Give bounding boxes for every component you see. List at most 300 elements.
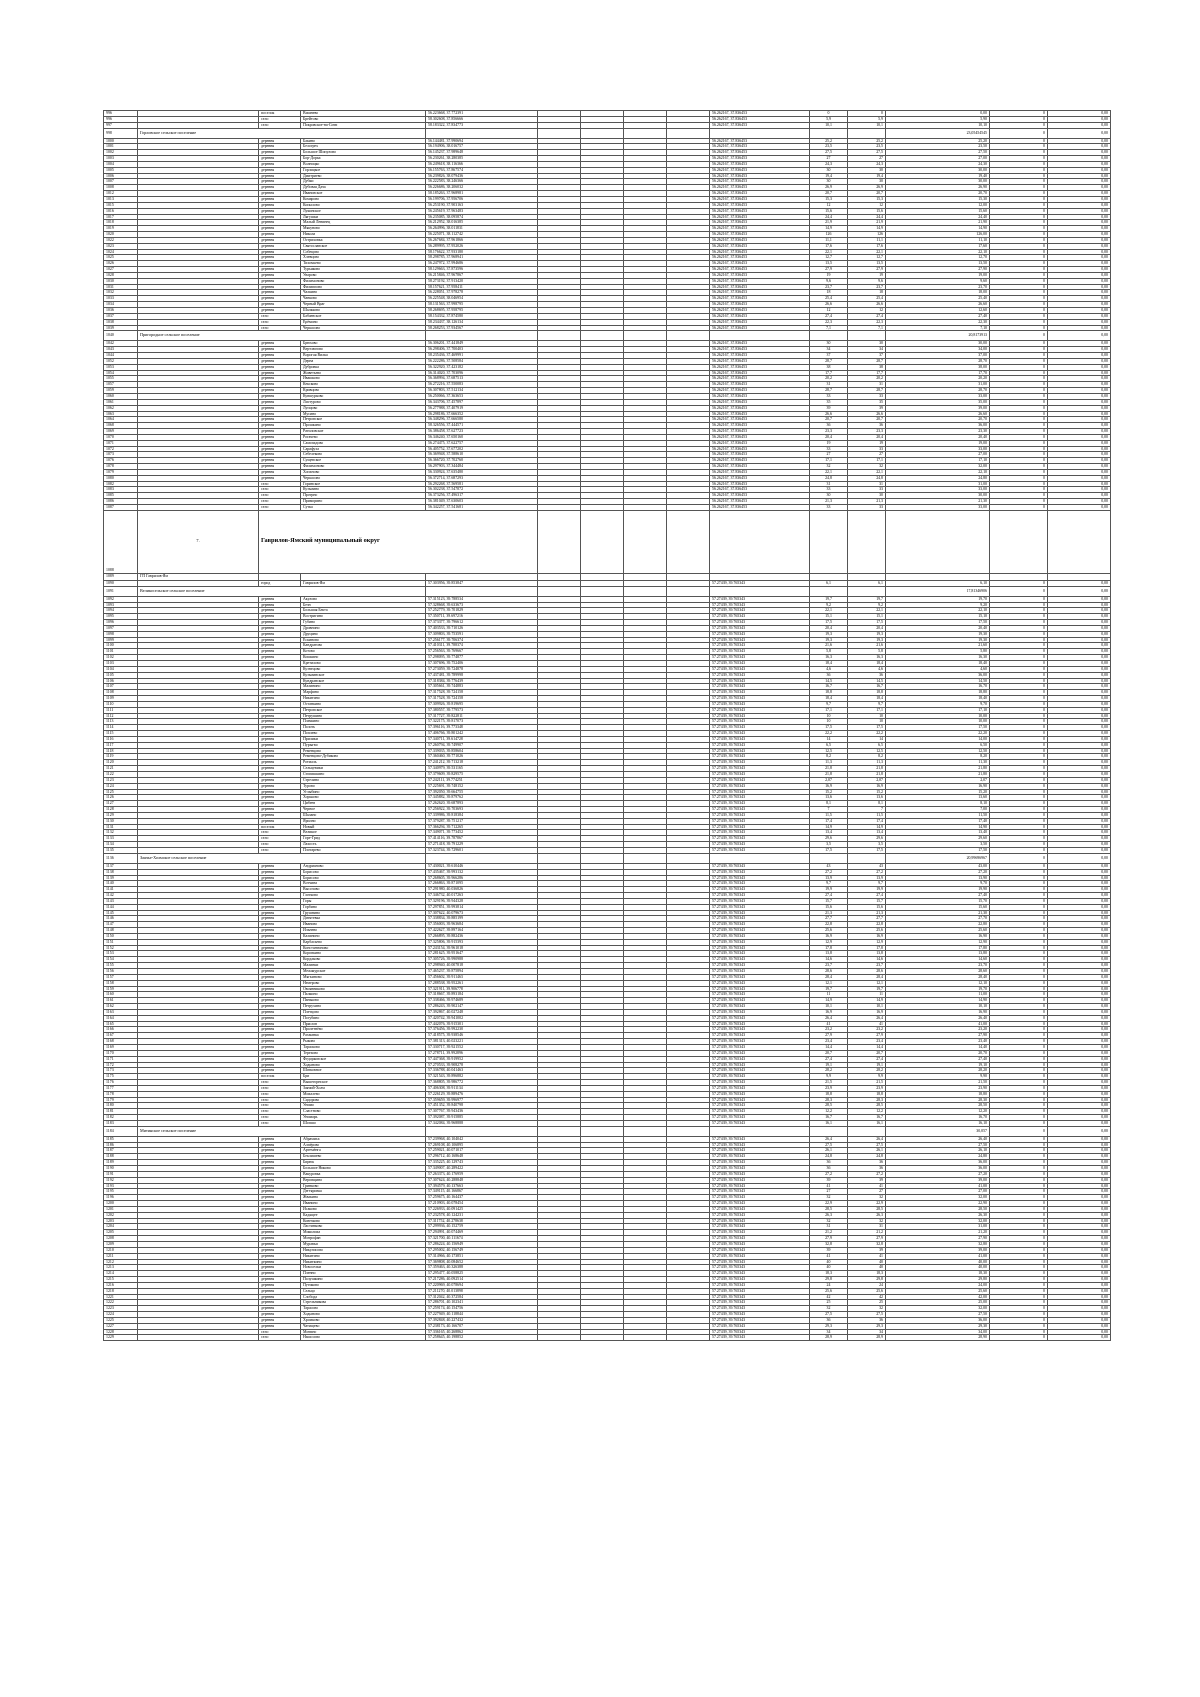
settlement-coords: 57.259174, 40.154756: [426, 1306, 538, 1312]
settlement-name: Полоть: [301, 725, 426, 731]
distance-decimal: 17,10: [886, 707, 990, 713]
reference-coords: 57.27439, 39.765343: [710, 945, 810, 951]
settlement-name: Большое Никово: [301, 1166, 426, 1172]
distance-value: 15,6: [810, 208, 848, 214]
distance-decimal: 24,40: [886, 214, 990, 220]
distance-value: 10: [810, 719, 848, 725]
settlement-type: деревня: [259, 161, 301, 167]
zero-value: 0: [990, 411, 1048, 417]
settlement-type: деревня: [259, 464, 301, 470]
zero-value: 0: [990, 214, 1048, 220]
reference-coords: 57.27439, 39.765343: [710, 760, 810, 766]
reference-coords: 56.262167, 37.836453: [710, 364, 810, 370]
distance-decimal: 14,90: [886, 998, 990, 1004]
reference-coords: 57.27439, 39.765343: [710, 1224, 810, 1230]
reference-coords: 57.27439, 39.765343: [710, 1021, 810, 1027]
settlement-type: деревня: [259, 696, 301, 702]
zero-value: 0: [990, 992, 1048, 998]
zero-decimal: 0,00: [1048, 772, 1111, 778]
settlement-type: деревня: [259, 1056, 301, 1062]
settlement-name: Ременцово: [301, 748, 426, 754]
distance-decimal: 2,07: [886, 777, 990, 783]
zero-value: 0: [990, 655, 1048, 661]
distance-value: 23,5: [810, 144, 848, 150]
distance-decimal: 26,40: [886, 1015, 990, 1021]
empty-cell: [581, 853, 624, 863]
settlement-name: Кувшурково: [301, 393, 426, 399]
zero-value: 0: [990, 910, 1048, 916]
row-number: 1119: [104, 754, 138, 760]
distance-decimal: 11,00: [886, 992, 990, 998]
zero-value: 0: [990, 284, 1048, 290]
settlement-coords: 56.226686, 38.206032: [426, 185, 538, 191]
reference-coords: 57.27439, 39.765343: [710, 1009, 810, 1015]
distance-value-2: 12,9: [848, 939, 886, 945]
settlement-coords: 57.273059, 39.724878: [426, 666, 538, 672]
reference-coords: 57.27439, 39.765343: [710, 1195, 810, 1201]
zero-value: 0: [990, 766, 1048, 772]
distance-value: 13,6: [810, 795, 848, 801]
distance-decimal: 33,00: [886, 505, 990, 511]
distance-decimal: 9,60: [886, 278, 990, 284]
row-number: 1138: [104, 869, 138, 875]
distance-decimal: 30,00: [886, 179, 990, 185]
distance-decimal: 39,00: [886, 405, 990, 411]
distance-value: 14,6: [810, 957, 848, 963]
settlement-type: деревня: [259, 986, 301, 992]
distance-value-2: 18,4: [848, 696, 886, 702]
distance-value: 31: [810, 1224, 848, 1230]
settlement-type: деревня: [259, 719, 301, 725]
empty-cell: [538, 586, 581, 596]
distance-decimal: 10,10: [886, 122, 990, 128]
settlement-coords: 58.157621, 37.958411: [426, 284, 538, 290]
row-number: 1190: [104, 1166, 138, 1172]
settlement-type: деревня: [259, 649, 301, 655]
empty-cell: [886, 573, 990, 580]
zero-value: 0: [990, 161, 1048, 167]
settlement-name: Пролетнёво: [301, 1027, 426, 1033]
distance-value: 29,8: [810, 1277, 848, 1283]
reference-coords: 57.27439, 39.765343: [710, 1206, 810, 1212]
row-number: 1183: [104, 1120, 138, 1126]
settlement-name: Дубровка: [301, 364, 426, 370]
reference-coords: 56.262167, 37.836453: [710, 487, 810, 493]
distance-decimal: 20,40: [886, 434, 990, 440]
distance-value-2: 22,8: [848, 922, 886, 928]
row-number: 1128: [104, 807, 138, 813]
settlement-type: село: [259, 122, 301, 128]
distance-decimal: 16,30: [886, 655, 990, 661]
zero-value: 0: [990, 1039, 1048, 1045]
distance-decimal: 3,50: [886, 842, 990, 848]
row-number: 1221: [104, 1294, 138, 1300]
settlement-type: деревня: [259, 684, 301, 690]
distance-value: 21,6: [810, 643, 848, 649]
reference-coords: 57.27439, 39.765343: [710, 974, 810, 980]
distance-decimal: 12,60: [886, 308, 990, 314]
distance-value: 31: [810, 382, 848, 388]
zero-decimal: 0,00: [1048, 1288, 1111, 1294]
distance-value-2: 25,6: [848, 1288, 886, 1294]
distance-decimal: 23,20: [886, 1027, 990, 1033]
zero-decimal: 0,00: [1048, 122, 1111, 128]
zero-decimal: 0,00: [1048, 353, 1111, 359]
settlement-coords: 56.297903, 37.344484: [426, 464, 538, 470]
row-number: 1023: [104, 243, 138, 249]
reference-coords: 57.27439, 39.765343: [710, 1074, 810, 1080]
distance-value-2: 15,1: [848, 614, 886, 620]
distance-value: 15,3: [810, 196, 848, 202]
settlement-name: Кадящее: [301, 1212, 426, 1218]
settlement-coords: 57.339986, 39.818384: [426, 812, 538, 818]
settlement-type: деревня: [259, 278, 301, 284]
settlement-coords: 57.350711, 39.697216: [426, 614, 538, 620]
empty-cell: [538, 853, 581, 863]
settlement-coords: 57.258645, 40.198852: [426, 1335, 538, 1341]
distance-decimal: 42,00: [886, 1294, 990, 1300]
distance-decimal: 23,70: [886, 284, 990, 290]
settlement-name: Бор-Дорка: [301, 156, 426, 162]
settlement-type: деревня: [259, 237, 301, 243]
distance-value-2: 43: [848, 863, 886, 869]
distance-value: 21,2: [810, 1230, 848, 1236]
settlement-name: Большая Бекта: [301, 608, 426, 614]
zero-decimal: 0,00: [1048, 1189, 1111, 1195]
zero-decimal: 0,00: [1048, 801, 1111, 807]
distance-value-2: 17,7: [848, 370, 886, 376]
zero-value: 0: [990, 777, 1048, 783]
row-number: 1193: [104, 1183, 138, 1189]
zero-decimal: 0,00: [1048, 1068, 1111, 1074]
distance-decimal: 28,20: [886, 1068, 990, 1074]
settlement-name: Дитятевка: [301, 916, 426, 922]
distance-value: 21,3: [810, 499, 848, 505]
distance-value-2: 27,2: [848, 1171, 886, 1177]
settlement-name: Унимо: [301, 1103, 426, 1109]
distance-value-2: 14,9: [848, 998, 886, 1004]
settlement-name: Исаково: [301, 1206, 426, 1212]
zero-decimal: 0,00: [1048, 1195, 1111, 1201]
row-number: 1098: [104, 631, 138, 637]
settlement-type: деревня: [259, 602, 301, 608]
zero-decimal: 0,00: [1048, 713, 1111, 719]
zero-decimal: 0,00: [1048, 1062, 1111, 1068]
distance-value-2: 30: [848, 179, 886, 185]
zero-value: 0: [990, 1115, 1048, 1121]
reference-coords: 57.27439, 39.765343: [710, 707, 810, 713]
zero-value: 0: [990, 173, 1048, 179]
settlement-name: Кошкино: [301, 655, 426, 661]
settlement-coords: 57.321911, 39.906778: [426, 986, 538, 992]
settlement-type: деревня: [259, 1247, 301, 1253]
settlement-name: Борисово: [301, 869, 426, 875]
distance-value: 25: [810, 1300, 848, 1306]
distance-decimal: 6,10: [886, 580, 990, 586]
distance-decimal: 43,00: [886, 863, 990, 869]
distance-value-2: 20,7: [848, 1050, 886, 1056]
distance-value-2: 27,4: [848, 313, 886, 319]
zero-value: 0: [990, 643, 1048, 649]
empty-cell: [624, 1126, 667, 1136]
distance-decimal: 40,00: [886, 1265, 990, 1271]
settlement-type: деревня: [259, 382, 301, 388]
reference-coords: 56.262167, 37.836453: [710, 249, 810, 255]
row-number: 1139: [104, 875, 138, 881]
distance-decimal: 12,20: [886, 1109, 990, 1115]
settlement-coords: 57.330717, 39.921552: [426, 1044, 538, 1050]
distance-value: 26,4: [810, 1136, 848, 1142]
reference-coords: 57.27439, 39.765343: [710, 1294, 810, 1300]
distance-value-2: 28,2: [848, 1068, 886, 1074]
row-number: 1055: [104, 376, 138, 382]
settlement-coords: 56.368994, 37.687513: [426, 376, 538, 382]
settlement-type: деревня: [259, 945, 301, 951]
reference-coords: 56.262167, 37.836453: [710, 353, 810, 359]
reference-coords: 56.262167, 37.836453: [710, 434, 810, 440]
reference-coords: 57.27439, 39.765343: [710, 742, 810, 748]
row-number: 1161: [104, 998, 138, 1004]
reference-coords: 57.27439, 39.765343: [710, 847, 810, 853]
zero-decimal: 0,00: [1048, 1253, 1111, 1259]
settlement-type: деревня: [259, 1312, 301, 1318]
zero-decimal: 0,00: [1048, 1136, 1111, 1142]
distance-value-2: 34: [848, 1329, 886, 1335]
zero-decimal: 0,00: [1048, 637, 1111, 643]
reference-coords: 57.27439, 39.765343: [710, 1091, 810, 1097]
reference-coords: 56.262167, 37.836453: [710, 122, 810, 128]
distance-decimal: 22,30: [886, 319, 990, 325]
settlement-name: Плетцово: [301, 1009, 426, 1015]
settlement-name: Востригино: [301, 614, 426, 620]
distance-value: 35: [810, 399, 848, 405]
settlement-name: Тарасово: [301, 1306, 426, 1312]
settlement-type: деревня: [259, 138, 301, 144]
zero-decimal: 0,00: [1048, 1300, 1111, 1306]
row-number: 1112: [104, 713, 138, 719]
reference-coords: 56.262167, 37.836453: [710, 138, 810, 144]
distance-value-2: 27,5: [848, 1312, 886, 1318]
settlement-name: Ременцово-Дубиково: [301, 754, 426, 760]
settlement-name: Гаврилов-Ям: [301, 580, 426, 586]
distance-value-2: 17,5: [848, 725, 886, 731]
settlement-coords: 57.465237, 39.875894: [426, 969, 538, 975]
settlement-type: деревня: [259, 998, 301, 1004]
distance-decimal: 21,80: [886, 772, 990, 778]
settlement-type: деревня: [259, 185, 301, 191]
reference-coords: 57.27439, 39.765343: [710, 1142, 810, 1148]
distance-value: 33: [810, 487, 848, 493]
zero-decimal: 0,00: [1048, 191, 1111, 197]
row-number: 1189: [104, 1160, 138, 1166]
distance-value: 31: [810, 481, 848, 487]
zero-value: 0: [990, 434, 1048, 440]
distance-decimal: 33,00: [886, 393, 990, 399]
zero-decimal: 0,00: [1048, 393, 1111, 399]
distance-decimal: 18,80: [886, 690, 990, 696]
distance-value-2: 9,7: [848, 701, 886, 707]
reference-coords: 57.27439, 39.765343: [710, 1323, 810, 1329]
reference-coords: 56.262167, 37.836453: [710, 481, 810, 487]
zero-decimal: 0,00: [1048, 202, 1111, 208]
settlement-coords: 57.227949, 40.118844: [426, 1312, 538, 1318]
settlement-coords: 57.336165, 40.268862: [426, 1329, 538, 1335]
empty-cell: [810, 331, 848, 341]
row-number: 1158: [104, 980, 138, 986]
distance-value-2: 14,5: [848, 678, 886, 684]
settlement-name: Нашосово: [301, 1335, 426, 1341]
settlement-name: Сидорово: [301, 1097, 426, 1103]
empty-cell: [886, 510, 990, 573]
reference-coords: 56.262167, 37.836453: [710, 144, 810, 150]
distance-decimal: 25,00: [886, 1300, 990, 1306]
zero-value: 0: [990, 869, 1048, 875]
settlement-type: деревня: [259, 226, 301, 232]
zero-decimal: 0,00: [1048, 1109, 1111, 1115]
reference-coords: 57.27439, 39.765343: [710, 684, 810, 690]
zero-decimal: 0,00: [1048, 736, 1111, 742]
distance-value-2: 22,2: [848, 731, 886, 737]
settlement-type: деревня: [259, 249, 301, 255]
settlement-coords: 58.268695, 37.958795: [426, 308, 538, 314]
zero-value: 0: [990, 754, 1048, 760]
settlement-coords: 57.335225, 40.129743: [426, 1160, 538, 1166]
distance-value-2: 32: [848, 1195, 886, 1201]
settlement-type: деревня: [259, 869, 301, 875]
distance-decimal: 18,80: [886, 1091, 990, 1097]
distance-value-2: 17,1: [848, 707, 886, 713]
distance-value-2: 23,5: [848, 144, 886, 150]
reference-coords: 57.27439, 39.765343: [710, 863, 810, 869]
zero-decimal: 0,00: [1048, 1177, 1111, 1183]
distance-decimal: 25,40: [886, 296, 990, 302]
distance-decimal: 11,30: [886, 760, 990, 766]
zero-value: 0: [990, 614, 1048, 620]
distance-value-2: 12: [848, 202, 886, 208]
distance-value-2: 23,9: [848, 1085, 886, 1091]
settlement-name: Сарафуха: [301, 446, 426, 452]
reference-coords: 56.262167, 37.836453: [710, 411, 810, 417]
zero-value: 0: [990, 1027, 1048, 1033]
distance-value-2: 29,3: [848, 1323, 886, 1329]
zero-decimal: 0,00: [1048, 505, 1111, 511]
empty-cell: [848, 128, 886, 138]
distance-value-2: 27,7: [848, 916, 886, 922]
distance-value: 29,6: [810, 836, 848, 842]
distance-value: 23,2: [810, 1027, 848, 1033]
reference-coords: 57.27439, 39.765343: [710, 998, 810, 1004]
row-number: 1186: [104, 1142, 138, 1148]
distance-value: 33: [810, 393, 848, 399]
row-number: 1101: [104, 649, 138, 655]
zero-value: 0: [990, 1091, 1048, 1097]
settlement-type: деревня: [259, 807, 301, 813]
distance-decimal: 41,00: [886, 1253, 990, 1259]
settlement-coords: 57.226933, 40.091425: [426, 1206, 538, 1212]
zero-value: 0: [990, 1068, 1048, 1074]
reference-coords: 57.27439, 39.765343: [710, 1253, 810, 1259]
zero-decimal: 0,00: [1048, 596, 1111, 602]
settlement-name: Друцино: [301, 631, 426, 637]
zero-decimal: 0,00: [1048, 631, 1111, 637]
distance-value: 14,9: [810, 226, 848, 232]
settlement-coords: 56.144481, 37.990694: [426, 138, 538, 144]
settlement-name: Кандратово: [301, 643, 426, 649]
settlement-coords: 56.373256, 37.496317: [426, 493, 538, 499]
settlement-name: Грушнино: [301, 910, 426, 916]
zero-value: 0: [990, 893, 1048, 899]
settlement-name: Кексково: [301, 382, 426, 388]
section-header-row: [104, 331, 1111, 341]
distance-decimal: 29,30: [886, 1323, 990, 1329]
distance-value-2: 13,5: [848, 261, 886, 267]
settlement-type: деревня: [259, 643, 301, 649]
distance-value: 17,5: [810, 847, 848, 853]
zero-decimal: 0,00: [1048, 111, 1111, 117]
zero-decimal: 0,00: [1048, 208, 1111, 214]
reference-coords: 56.262167, 37.836453: [710, 475, 810, 481]
empty-cell: [624, 853, 667, 863]
reference-coords: 56.262167, 37.836453: [710, 243, 810, 249]
zero-decimal: 0,00: [1048, 196, 1111, 202]
settlement-type: деревня: [259, 255, 301, 261]
reference-coords: 57.27439, 39.765343: [710, 830, 810, 836]
distance-value-2: 12,1: [848, 980, 886, 986]
zero-decimal: 0,00: [1048, 452, 1111, 458]
empty-cell: [667, 1126, 710, 1136]
zero-value: 0: [990, 1189, 1048, 1195]
settlement-name: Микилиха: [301, 1230, 426, 1236]
reference-coords: 57.27439, 39.765343: [710, 910, 810, 916]
zero-value: 0: [990, 1109, 1048, 1115]
zero-decimal: 0,00: [1048, 347, 1111, 353]
settlement-name: Кретилово: [301, 660, 426, 666]
settlement-name: Брейтово: [301, 116, 426, 122]
distance-value: 33: [810, 505, 848, 511]
row-number: 1083: [104, 487, 138, 493]
settlement-coords: 57.266895, 39.882436: [426, 933, 538, 939]
settlement-coords: 57.286224, 40.156949: [426, 1241, 538, 1247]
row-number: 1177: [104, 1085, 138, 1091]
distance-decimal: 15,60: [886, 904, 990, 910]
reference-coords: 56.262167, 37.836453: [710, 156, 810, 162]
reference-coords: 56.262167, 37.836453: [710, 393, 810, 399]
settlement-name: Плачкино: [301, 719, 426, 725]
empty-cell: [990, 510, 1048, 573]
zero-decimal: 0,00: [1048, 898, 1111, 904]
zero-decimal: 0,00: [1048, 179, 1111, 185]
distance-decimal: 39,00: [886, 1177, 990, 1183]
settlement-name: Кузьмино: [301, 487, 426, 493]
reference-coords: 57.27439, 39.765343: [710, 596, 810, 602]
distance-value-2: 25: [848, 1300, 886, 1306]
settlement-coords: 58.185263, 37.968981: [426, 191, 538, 197]
reference-coords: 57.27439, 39.765343: [710, 1265, 810, 1271]
reference-coords: 57.27439, 39.765343: [710, 928, 810, 934]
row-number: 1200: [104, 1201, 138, 1207]
row-number: 1064: [104, 417, 138, 423]
zero-value: 0: [990, 1148, 1048, 1154]
distance-value: 40: [810, 1265, 848, 1271]
distance-value-2: 11,5: [848, 812, 886, 818]
zero-value: 0: [990, 842, 1048, 848]
settlement-coords: 57.307696, 39.752406: [426, 660, 538, 666]
zero-decimal: 0,00: [1048, 1224, 1111, 1230]
row-number: 1176: [104, 1080, 138, 1086]
zero-value: 0: [990, 1195, 1048, 1201]
distance-value: 30: [810, 167, 848, 173]
zero-value: 0: [990, 795, 1048, 801]
